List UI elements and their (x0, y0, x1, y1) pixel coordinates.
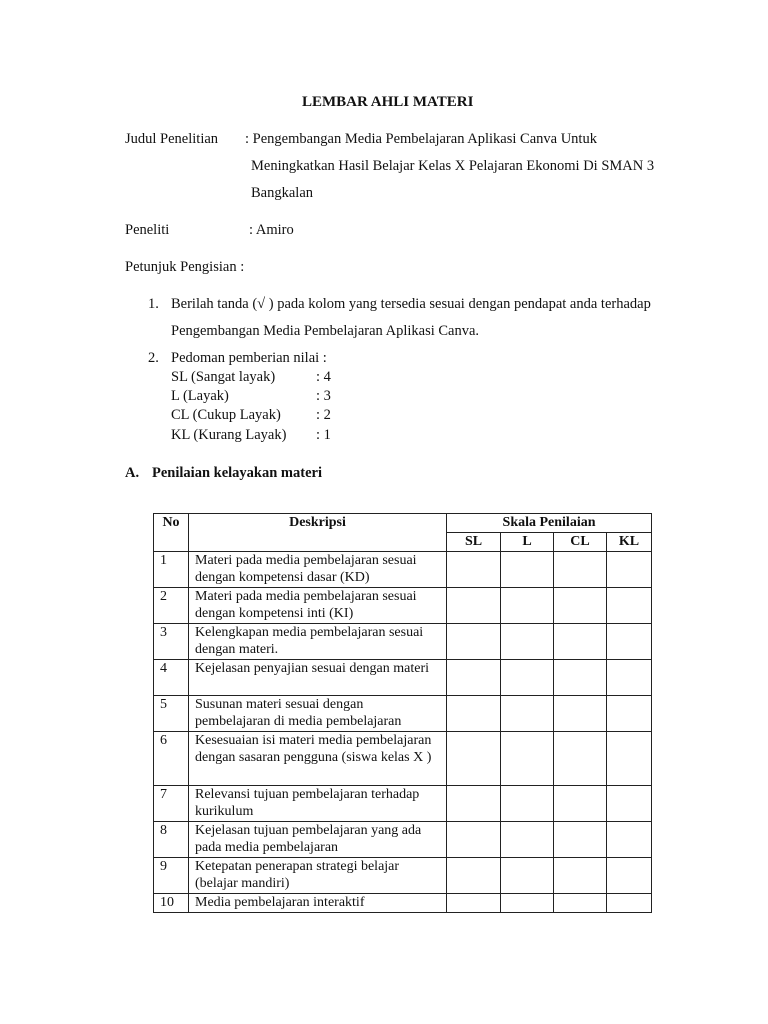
header-no: No (154, 514, 189, 552)
scale-value-cl: : 2 (316, 407, 331, 423)
rating-cell-l[interactable] (501, 894, 554, 913)
table-row (154, 894, 652, 913)
rating-cell-cl[interactable] (554, 624, 607, 660)
row-description: Kejelasan tujuan pembelajaran yang ada pada media pembelajaran (189, 822, 447, 858)
judul-line-1: : Pengembangan Media Pembelajaran Aplikasi Canva Untuk (245, 131, 597, 147)
table-row (154, 696, 652, 732)
scale-label-cl: CL (Cukup Layak) (171, 407, 281, 423)
header-cl: CL (554, 533, 607, 552)
rating-cell-l[interactable] (501, 552, 554, 588)
scale-value-sl: : 4 (316, 369, 331, 385)
page-title: LEMBAR AHLI MATERI (302, 94, 474, 110)
row-number: 3 (154, 624, 189, 660)
rating-cell-cl[interactable] (554, 786, 607, 822)
table-row (154, 552, 652, 588)
scale-label-l: L (Layak) (171, 388, 229, 404)
row-number: 2 (154, 588, 189, 624)
header-skala-penilaian: Skala Penilaian (447, 514, 652, 533)
rating-cell-sl[interactable] (447, 732, 501, 786)
instruction-2-heading: Pedoman pemberian nilai : (171, 350, 327, 366)
rating-cell-cl[interactable] (554, 858, 607, 894)
rating-cell-cl[interactable] (554, 822, 607, 858)
table-row (154, 858, 652, 894)
judul-line-3: Bangkalan (251, 185, 314, 201)
header-sl: SL (447, 533, 501, 552)
scale-label-sl: SL (Sangat layak) (171, 369, 276, 385)
judul-label: Judul Penelitian (125, 131, 219, 147)
instruction-1-line-2: Pengembangan Media Pembelajaran Aplikasi Canva. (171, 323, 480, 339)
rating-cell-l[interactable] (501, 588, 554, 624)
rating-cell-kl[interactable] (607, 552, 652, 588)
row-number: 1 (154, 552, 189, 588)
rating-cell-sl[interactable] (447, 822, 501, 858)
row-number: 5 (154, 696, 189, 732)
table-row (154, 624, 652, 660)
row-description: Kejelasan penyajian sesuai dengan materi (189, 660, 447, 696)
table-row (154, 732, 652, 786)
table-row (154, 822, 652, 858)
rating-cell-kl[interactable] (607, 822, 652, 858)
rating-cell-kl[interactable] (607, 786, 652, 822)
rating-table (153, 513, 652, 913)
instruction-1-line-1: Berilah tanda (√ ) pada kolom yang tersedia sesuai dengan pendapat anda terhadap (171, 296, 651, 312)
scale-value-l: : 3 (316, 388, 331, 404)
row-number: 7 (154, 786, 189, 822)
row-description: Materi pada media pembelajaran sesuai dengan kompetensi inti (KI) (189, 588, 447, 624)
header-l: L (501, 533, 554, 552)
instruction-1-number: 1. (148, 296, 159, 312)
scale-value-kl: : 1 (316, 427, 331, 443)
rating-cell-sl[interactable] (447, 588, 501, 624)
rating-cell-kl[interactable] (607, 660, 652, 696)
rating-cell-cl[interactable] (554, 552, 607, 588)
scale-label-kl: KL (Kurang Layak) (171, 427, 287, 443)
rating-cell-kl[interactable] (607, 696, 652, 732)
header-deskripsi: Deskripsi (189, 514, 447, 552)
row-number: 8 (154, 822, 189, 858)
peneliti-label: Peneliti (125, 222, 170, 238)
table-row (154, 786, 652, 822)
row-description: Relevansi tujuan pembelajaran terhadap kurikulum (189, 786, 447, 822)
header-kl: KL (607, 533, 652, 552)
row-number: 4 (154, 660, 189, 696)
rating-cell-sl[interactable] (447, 552, 501, 588)
table-row (154, 588, 652, 624)
rating-cell-l[interactable] (501, 786, 554, 822)
rating-cell-l[interactable] (501, 624, 554, 660)
rating-cell-l[interactable] (501, 660, 554, 696)
rating-cell-kl[interactable] (607, 624, 652, 660)
row-description: Ketepatan penerapan strategi belajar (belajar mandiri) (189, 858, 447, 894)
rating-cell-kl[interactable] (607, 732, 652, 786)
row-description: Materi pada media pembelajaran sesuai dengan kompetensi dasar (KD) (189, 552, 447, 588)
rating-cell-cl[interactable] (554, 660, 607, 696)
judul-line-2: Meningkatkan Hasil Belajar Kelas X Pelajaran Ekonomi Di SMAN 3 (251, 158, 655, 174)
rating-cell-sl[interactable] (447, 660, 501, 696)
rating-cell-kl[interactable] (607, 894, 652, 913)
rating-cell-l[interactable] (501, 696, 554, 732)
rating-cell-l[interactable] (501, 822, 554, 858)
rating-cell-kl[interactable] (607, 588, 652, 624)
rating-cell-sl[interactable] (447, 624, 501, 660)
section-title: Penilaian kelayakan materi (152, 465, 322, 481)
petunjuk-label: Petunjuk Pengisian : (125, 259, 245, 275)
row-number: 6 (154, 732, 189, 786)
row-description: Susunan materi sesuai dengan pembelajaran di media pembelajaran (189, 696, 447, 732)
row-description: Kesesuaian isi materi media pembelajaran dengan sasaran pengguna (siswa kelas X ) (189, 732, 447, 786)
instruction-2-number: 2. (148, 350, 159, 366)
table-row (154, 660, 652, 696)
rating-cell-l[interactable] (501, 732, 554, 786)
row-number: 10 (154, 894, 189, 913)
rating-cell-cl[interactable] (554, 588, 607, 624)
rating-cell-sl[interactable] (447, 858, 501, 894)
rating-cell-cl[interactable] (554, 894, 607, 913)
rating-cell-cl[interactable] (554, 732, 607, 786)
peneliti-value: : Amiro (249, 222, 294, 238)
row-description: Kelengkapan media pembelajaran sesuai dengan materi. (189, 624, 447, 660)
rating-cell-sl[interactable] (447, 894, 501, 913)
rating-cell-sl[interactable] (447, 696, 501, 732)
rating-cell-kl[interactable] (607, 858, 652, 894)
rating-cell-l[interactable] (501, 858, 554, 894)
row-number: 9 (154, 858, 189, 894)
row-description: Media pembelajaran interaktif (189, 894, 447, 913)
rating-cell-cl[interactable] (554, 696, 607, 732)
rating-cell-sl[interactable] (447, 786, 501, 822)
section-letter: A. (125, 465, 140, 481)
